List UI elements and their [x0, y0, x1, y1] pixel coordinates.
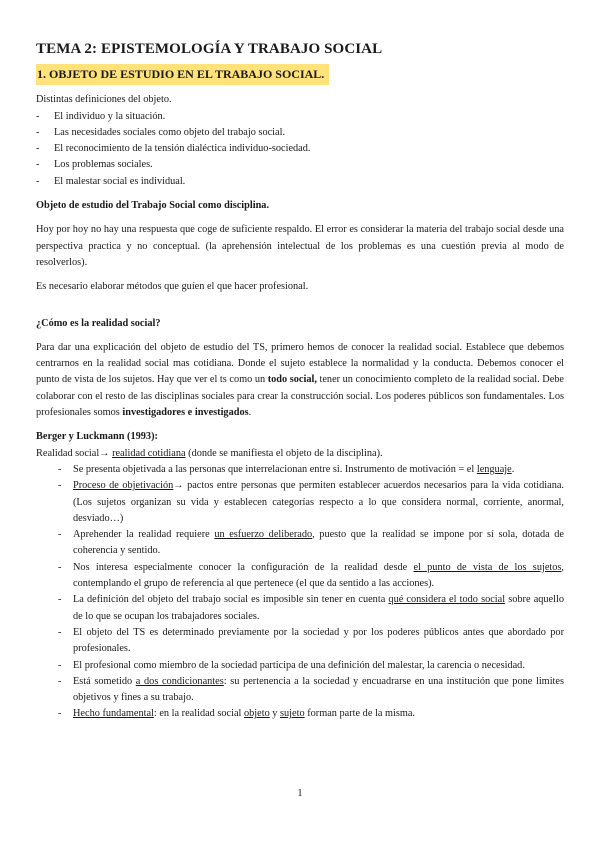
text-run: Está sometido [73, 675, 136, 687]
berger-heading: Berger y Luckmann (1993): [36, 431, 158, 443]
text-run-underlined: a dos condicionantes [135, 675, 224, 687]
metodos-paragraph: Es necesario elaborar métodos que guíen el que hacer profesional. [36, 281, 309, 293]
definitions-list [36, 109, 564, 190]
text-run-underlined: qué considera el todo social [388, 594, 506, 606]
text-run-underlined: sujeto [280, 708, 305, 720]
arrow-icon: → [173, 480, 184, 492]
section-heading-highlight: 1. OBJETO DE ESTUDIO EN EL TRABAJO SOCIAL. [36, 64, 329, 85]
text-run: forman parte de la misma. [304, 708, 416, 720]
realidad-heading: ¿Cómo es la realidad social? [36, 317, 161, 329]
list-item: - Los problemas sociales. [36, 157, 564, 173]
list-item [58, 592, 564, 625]
text-run: Se presenta objetivada a las personas que interrelacionan entre si. Instrumento de motivación = el [73, 463, 477, 475]
text-run-underlined: objeto [243, 708, 270, 720]
text-run: Para dar una explicación del objeto de estudio del TS, primero hemos de conocer la realidad social. Establece que debemos centrarnos en la realidad social mas cotidiana. Donde el sujeto establece la normalidad y la conducta. Debemos conocer el punto de vista de los sujetos. Hay que ver el ts como un [36, 341, 564, 386]
text-run-bold: investigadores e investigados [122, 407, 249, 419]
list-item: - El profesional como miembro de la sociedad participa de una definición del malestar, la carencia o necesidad. [58, 658, 564, 674]
disciplina-heading: Objeto de estudio del Trabajo Social como disciplina. [36, 200, 270, 212]
text-run: sobre aquello de lo que se ocupan los trabajadores sociales. [73, 594, 565, 622]
text-run-underlined: lenguaje [476, 463, 512, 475]
list-item: - El malestar social es individual. [36, 174, 564, 190]
text-run-underlined: un esfuerzo deliberado [214, 529, 313, 541]
text-run: y [269, 708, 281, 720]
berger-list [36, 462, 564, 723]
text-run: tener un conocimiento completo de la realidad social. Debe colaborar con el resto de las disciplinas sociales para crear la construcción social. Los poderes públicos son fundamentales. Los profesionales somos [36, 374, 565, 419]
disciplina-paragraph: Hoy por hoy no hay una respuesta que coge de suficiente respaldo. El error es considerar la materia del trabajo social desde una perspectiva practica y no conceptual. (la aprehensión intelectual de los problemas es una cuestión previa al modo de resolverlos). [36, 224, 564, 268]
text-run: Realidad social [36, 447, 100, 459]
list-item [58, 462, 564, 478]
text-run: Nos interesa especialmente conocer la configuración de la realidad desde [73, 561, 414, 573]
text-run-underlined: Hecho fundamental [73, 708, 154, 720]
text-run: : su pertenencia a la sociedad y encuadrarse en una institución que pone limites objetivos y fines a su trabajo. [73, 675, 564, 704]
text-run: . [248, 407, 252, 419]
text-run: , contemplando el grupo de referencia al que pertenece (el que da sentido a las acciones). [73, 561, 564, 590]
list-item [58, 674, 564, 707]
text-run-underlined: Proceso de objetivación [73, 480, 174, 492]
list-item: - El objeto del TS es determinado previamente por la sociedad y por los poderes públicos antes que abordado por profesionales. [58, 625, 564, 658]
berger-intro [36, 446, 564, 462]
arrow-icon: → [99, 447, 110, 459]
list-item [58, 560, 564, 593]
text-run-underlined: realidad cotidiana [112, 447, 186, 459]
page-title: TEMA 2: EPISTEMOLOGÍA Y TRABAJO SOCIAL [36, 41, 383, 57]
text-run: Aprehender la realidad requiere [73, 529, 215, 541]
text-run: La definición del objeto del trabajo social es imposible sin tener en cuenta [73, 594, 389, 606]
list-item: - El reconocimiento de la tensión dialéctica individuo-sociedad. [36, 141, 564, 157]
text-run-underlined: el punto de vista de los sujetos [413, 561, 562, 573]
text-run-bold: todo social, [267, 374, 317, 386]
text-run: : en la realidad social [153, 708, 244, 720]
document-page [36, 40, 564, 723]
text-run: . [511, 463, 515, 475]
realidad-paragraph [36, 340, 564, 421]
list-item: - Las necesidades sociales como objeto del trabajo social. [36, 125, 564, 141]
text-run: , puesto que la realidad se impone por sí sola, dotada de coherencia y sentido. [73, 529, 564, 557]
list-item [58, 527, 564, 560]
page-number: 1 [297, 788, 303, 799]
list-item [58, 478, 564, 527]
list-item [58, 706, 564, 722]
text-run: pactos entre personas que permiten establecer acuerdos necesarios para la vida cotidiana. (Los sujetos organizan su vida y establecen categorías respecto a lo que considera normal, corriente, anormal, desviado…) [73, 480, 564, 524]
text-run: (donde se manifiesta el objeto de la disciplina). [185, 447, 383, 459]
list-item: - El individuo y la situación. [36, 109, 564, 125]
definitions-intro: Distintas definiciones del objeto. [36, 94, 172, 106]
